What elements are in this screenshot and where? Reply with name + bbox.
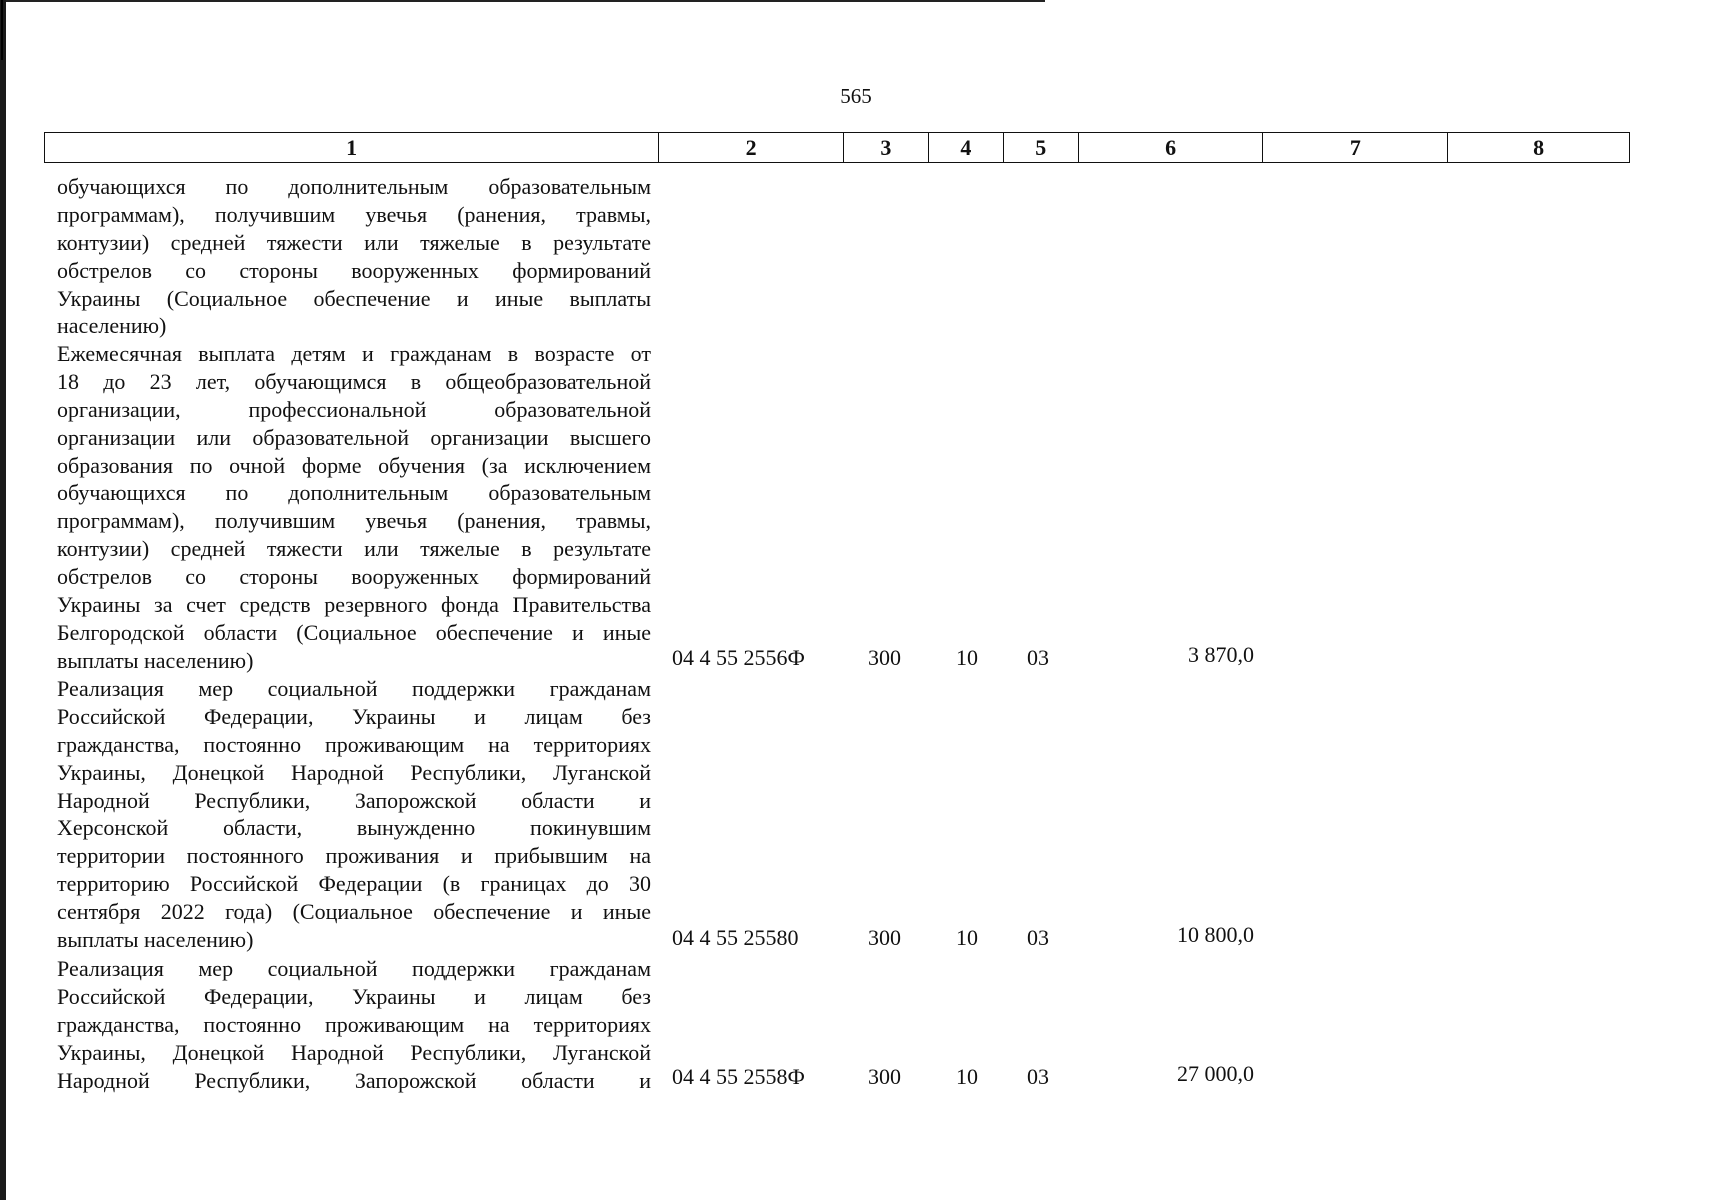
description-line: Российской Федерации, Украины и лицам без (57, 983, 651, 1009)
section-code: 10 (956, 1064, 978, 1089)
description-line: Народной Республики, Запорожской области и (57, 1067, 651, 1093)
description-line: 18 до 23 лет, обучающимся в общеобразовательной (57, 368, 651, 394)
description-line: Херсонской области, вынужденно покинувшим (57, 815, 651, 841)
subsection-code: 03 (1027, 645, 1049, 670)
description-line: Ежемесячная выплата детям и гражданам в возрасте от (57, 341, 651, 366)
row-description (57, 675, 651, 954)
description-line: обстрелов со стороны вооруженных формирований (57, 257, 651, 283)
description-line: контузии) средней тяжести или тяжелые в результате (57, 536, 651, 562)
description-line: выплаты населению) (57, 927, 254, 953)
description-line: Украины (Социальное обеспечение и иные выплаты (57, 285, 651, 311)
amount: 3 870,0 (1188, 642, 1254, 667)
description-line: Реализация мер социальной поддержки гражданам (57, 956, 651, 981)
description-line: обучающихся по дополнительным образовательным (57, 480, 651, 506)
description-line: Украины, Донецкой Народной Республики, Луганской (57, 1039, 651, 1065)
budget-code: 04 4 55 2558Ф (672, 1064, 805, 1089)
description-line: программам), получившим увечья (ранения, травмы, (57, 508, 651, 534)
expense-group: 300 (868, 925, 901, 950)
description-line: обучающихся по дополнительным образовательным (57, 174, 651, 199)
description-line: Реализация мер социальной поддержки гражданам (57, 676, 651, 701)
column-header-6: 6 (1079, 133, 1264, 162)
table-header-row (44, 132, 1630, 163)
row-description (57, 340, 651, 675)
description-line: Народной Республики, Запорожской области и (57, 787, 651, 813)
description-line: территории постоянного проживания и прибывшим на (57, 843, 651, 869)
description-line: территорию Российской Федерации (в границах до 30 (57, 871, 651, 897)
column-header-7: 7 (1263, 133, 1448, 162)
description-line: Украины за счет средств резервного фонда Правительства (57, 592, 651, 618)
section-code: 10 (956, 645, 978, 670)
amount: 27 000,0 (1177, 1061, 1254, 1086)
scan-border-top (0, 0, 1045, 2)
amount: 10 800,0 (1177, 922, 1254, 947)
row-description (57, 173, 651, 340)
column-header-5: 5 (1004, 133, 1079, 162)
description-line: населению) (57, 313, 167, 339)
budget-code: 04 4 55 2556Ф (672, 645, 805, 670)
description-line: Белгородской области (Социальное обеспечение и иные (57, 619, 651, 645)
description-line: организации или образовательной организации высшего (57, 424, 651, 450)
description-line: Российской Федерации, Украины и лицам без (57, 703, 651, 729)
column-header-3: 3 (844, 133, 929, 162)
row-description (57, 955, 651, 1094)
description-line: гражданства, постоянно проживающим на территориях (57, 731, 651, 757)
scan-border-left (0, 0, 6, 1200)
description-line: сентября 2022 года) (Социальное обеспечение и иные (57, 899, 651, 925)
scan-border-mark (1, 0, 3, 60)
description-line: Украины, Донецкой Народной Республики, Луганской (57, 759, 651, 785)
subsection-code: 03 (1027, 925, 1049, 950)
description-line: контузии) средней тяжести или тяжелые в результате (57, 229, 651, 255)
description-line: организации, профессиональной образовательной (57, 396, 651, 422)
subsection-code: 03 (1027, 1064, 1049, 1089)
description-line: гражданства, постоянно проживающим на территориях (57, 1011, 651, 1037)
column-header-4: 4 (929, 133, 1004, 162)
column-header-2: 2 (659, 133, 844, 162)
page-number: 565 (840, 84, 872, 108)
description-line: обстрелов со стороны вооруженных формирований (57, 564, 651, 590)
description-line: программам), получившим увечья (ранения, травмы, (57, 201, 651, 227)
column-header-8: 8 (1533, 135, 1545, 160)
expense-group: 300 (868, 645, 901, 670)
column-header-1: 1 (45, 133, 659, 162)
expense-group: 300 (868, 1064, 901, 1089)
budget-code: 04 4 55 25580 (672, 925, 799, 950)
description-line: образования по очной форме обучения (за исключением (57, 452, 651, 478)
section-code: 10 (956, 925, 978, 950)
description-line: выплаты населению) (57, 647, 254, 673)
